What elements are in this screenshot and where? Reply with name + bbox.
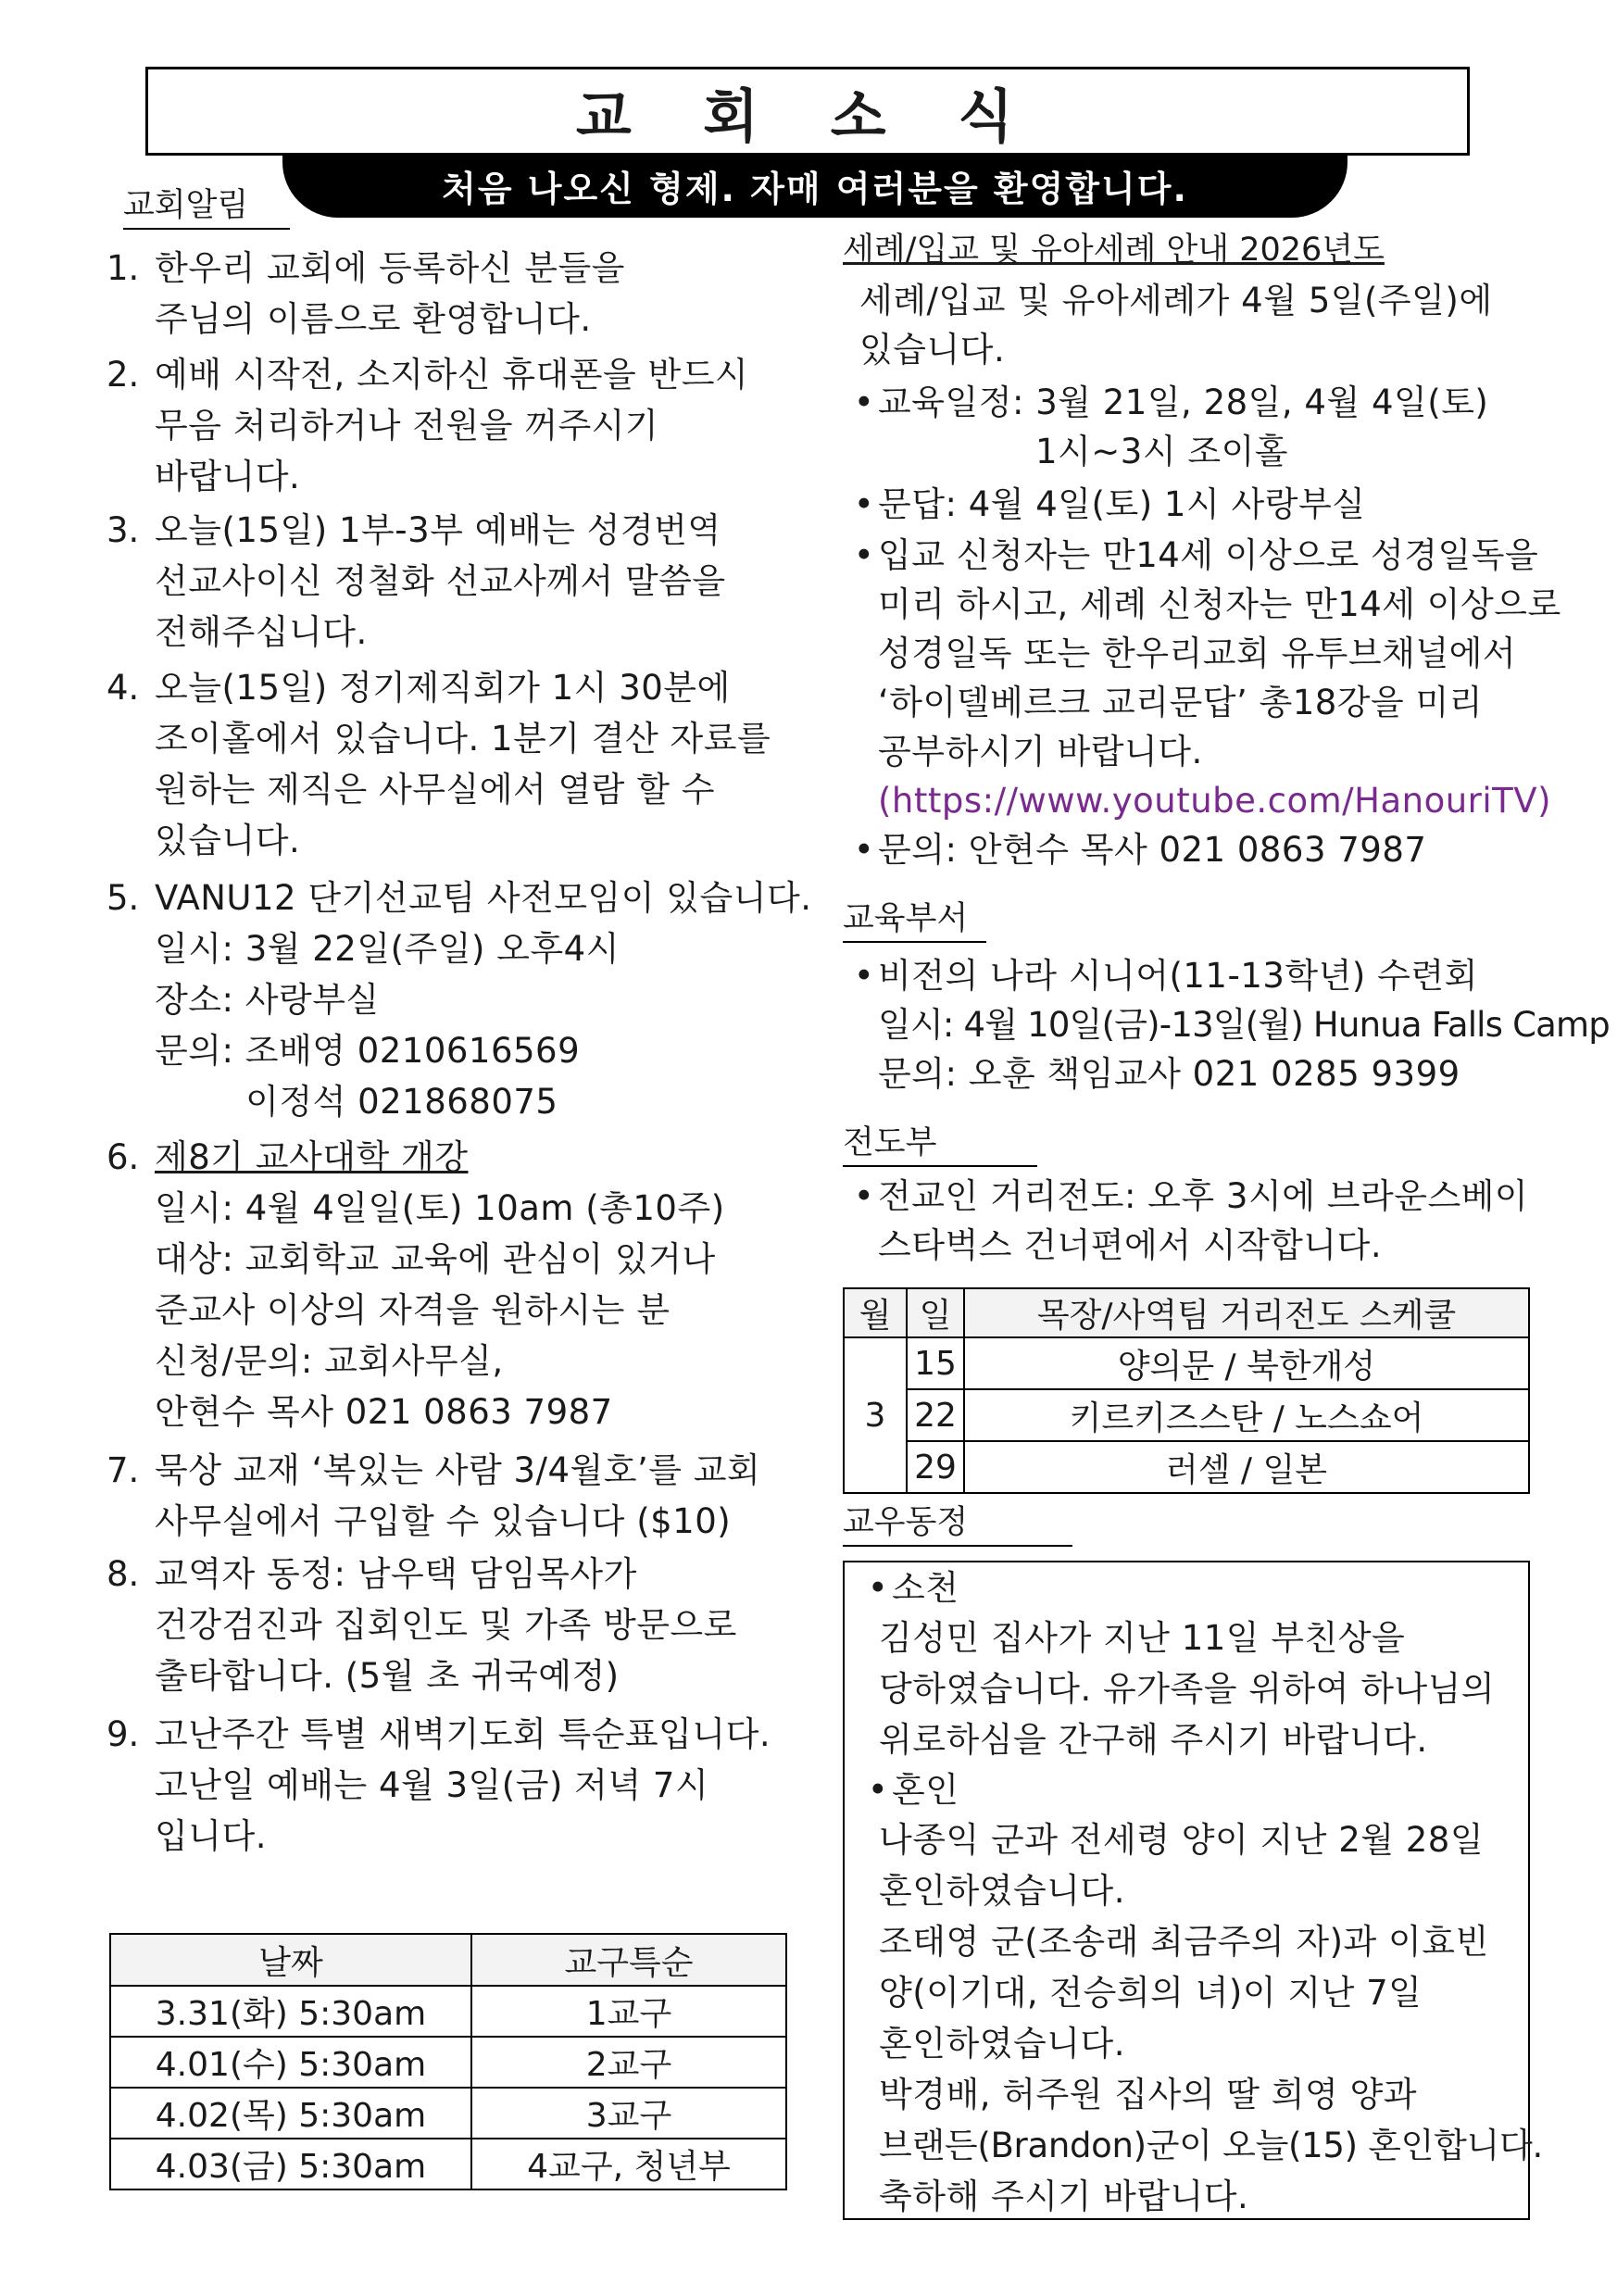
table-row <box>110 1986 786 2037</box>
bulletin-title: 교 회 소 식 <box>575 82 1040 150</box>
item-line: 출타합니다. (5월 초 귀국예정) <box>155 1656 620 1696</box>
item-line: 고난주간 특별 새벽기도회 특순표입니다. <box>155 1714 771 1754</box>
table-cell-month: 3 <box>844 1337 907 1493</box>
welcome-banner: 처음 나오신 형제. 자매 여러분을 환영합니다. <box>282 154 1348 218</box>
table-row <box>844 1441 1529 1493</box>
item-line: 원하는 제직은 사무실에서 열람 할 수 <box>155 770 715 809</box>
youtube-link[interactable]: (https://www.youtube.com/HanouriTV) <box>878 781 1552 821</box>
section-title-church-news: 교회알림 <box>123 185 290 230</box>
education-line: 비전의 나라 시니어(11-13학년) 수련회 <box>878 956 1478 996</box>
baptism-contact: 문의: 안현수 목사 021 0863 7987 <box>878 830 1427 870</box>
item-line: 예배 시작전, 소지하신 휴대폰을 반드시 <box>155 355 749 395</box>
bullet-icon: • <box>853 956 875 996</box>
table-cell: 4.01(수) 5:30am <box>110 2037 471 2088</box>
item-line: 묵상 교재 ‘복있는 사람 3/4월호’를 교회 <box>155 1450 761 1490</box>
requirement-line: 미리 하시고, 세례 신청자는 만14세 이상으로 <box>878 584 1561 624</box>
condolence-line: 김성민 집사가 지난 11일 부친상을 <box>879 1618 1406 1658</box>
table-row <box>110 2088 786 2139</box>
wedding-line: 양(이기대, 전승희의 녀)이 지난 7일 <box>879 1973 1423 2013</box>
table-row <box>110 2037 786 2088</box>
table-header-row <box>844 1288 1529 1337</box>
item-line: 대상: 교회학교 교육에 관심이 있거나 <box>155 1239 716 1279</box>
education-line: 일시: 4월 10일(금)-13일(월) Hunua Falls Camp <box>878 1005 1610 1045</box>
table-cell: 22 <box>907 1389 964 1441</box>
wedding-line: 조태영 군(조송래 최금주의 자)과 이효빈 <box>879 1922 1489 1962</box>
baptism-requirement <box>850 531 1561 874</box>
table-header-row <box>110 1934 786 1986</box>
item-line: 전해주십니다. <box>155 612 368 652</box>
wedding-line: 나종익 군과 전세령 양이 지난 2월 28일 <box>879 1820 1485 1860</box>
item-line: 안현수 목사 021 0863 7987 <box>155 1392 613 1432</box>
table-cell: 키르키즈스탄 / 노스쇼어 <box>964 1389 1529 1441</box>
evangelism-line: 스타벅스 건너편에서 시작합니다. <box>878 1225 1383 1265</box>
table-row <box>844 1337 1529 1389</box>
table-header: 일 <box>907 1288 964 1337</box>
item-line: 바랍니다. <box>155 457 301 496</box>
baptism-schedule <box>850 378 1488 476</box>
member-news-content <box>864 1563 1543 2222</box>
requirement-line: ‘하이델베르크 교리문답’ 총18강을 미리 <box>878 683 1484 722</box>
requirement-line: 성경일독 또는 한우리교회 유투브채널에서 <box>878 634 1517 673</box>
baptism-qa-line: 문답: 4월 4일(토) 1시 사랑부실 <box>878 484 1366 524</box>
table-header: 교구특순 <box>471 1934 786 1986</box>
bulletin-title-box <box>145 67 1470 156</box>
bullet-icon: • <box>853 484 875 524</box>
item-line: 고난일 예배는 4월 3일(금) 저녁 7시 <box>155 1765 709 1805</box>
baptism-schedule-time: 1시~3시 조이홀 <box>1035 432 1289 471</box>
education-line: 문의: 오훈 책임교사 021 0285 9399 <box>878 1054 1460 1094</box>
table-header: 날짜 <box>110 1934 471 1986</box>
item-line: 주님의 이름으로 환영합니다. <box>155 299 592 339</box>
item-number: 4. <box>107 668 140 708</box>
item-line: 건강검진과 집회인도 및 가족 방문으로 <box>155 1605 737 1645</box>
street-evangelism-table <box>843 1287 1530 1494</box>
baptism-intro <box>859 276 1493 374</box>
table-header: 월 <box>844 1288 907 1337</box>
wedding-line: 혼인하였습니다. <box>879 2024 1125 2064</box>
table-header: 목장/사역팀 거리전도 스케쿨 <box>964 1288 1529 1337</box>
wedding-line: 박경배, 허주원 집사의 딸 희영 양과 <box>879 2075 1417 2114</box>
condolence-title: 소천 <box>892 1568 959 1608</box>
table-cell: 3교구 <box>471 2088 786 2139</box>
item-number: 2. <box>107 355 140 395</box>
bullet-icon: • <box>867 1770 889 1810</box>
section-title-baptism: 세례/입교 및 유아세례 안내 2026년도 <box>843 232 1385 269</box>
item-line: 교역자 동정: 남우택 담임목사가 <box>155 1554 637 1594</box>
item-line: 준교사 이상의 자격을 원하시는 분 <box>155 1290 671 1330</box>
table-cell: 1교구 <box>471 1986 786 2037</box>
table-cell: 29 <box>907 1441 964 1493</box>
baptism-intro-line: 세례/입교 및 유아세례가 4월 5일(주일)에 <box>859 281 1493 320</box>
table-cell: 2교구 <box>471 2037 786 2088</box>
bullet-icon: • <box>853 383 875 422</box>
section-title-education: 교육부서 <box>843 898 986 943</box>
item-line: 일시: 3월 22일(주일) 오후4시 <box>155 929 620 969</box>
item-line: 이정석 021868075 <box>155 1082 558 1122</box>
wedding-line: 축하해 주시기 바랍니다. <box>879 2177 1249 2216</box>
baptism-schedule-line: 교육일정: 3월 21일, 28일, 4월 4일(토) <box>878 383 1489 422</box>
table-cell: 4.02(목) 5:30am <box>110 2088 471 2139</box>
table-cell: 러셀 / 일본 <box>964 1441 1529 1493</box>
condolence-line: 당하였습니다. 유가족을 위하여 하나님의 <box>879 1669 1496 1709</box>
item-line: 사무실에서 구입할 수 있습니다 ($10) <box>155 1501 732 1541</box>
item-line: 한우리 교회에 등록하신 분들을 <box>155 248 625 288</box>
wedding-title: 혼인 <box>892 1770 959 1810</box>
item-line: 오늘(15일) 정기제직회가 1시 30분에 <box>155 668 731 708</box>
bullet-icon: • <box>853 535 875 575</box>
item-line: 일시: 4월 4일일(토) 10am (총10주) <box>155 1188 725 1228</box>
item-number: 1. <box>107 248 140 288</box>
table-cell: 15 <box>907 1337 964 1389</box>
item-line: VANU12 단기선교팀 사전모임이 있습니다. <box>155 878 812 918</box>
item-line: 문의: 조배영 0210616569 <box>155 1031 581 1071</box>
item-number: 7. <box>107 1450 140 1490</box>
item-line: 장소: 사랑부실 <box>155 980 380 1020</box>
item-line: 오늘(15일) 1부-3부 예배는 성경번역 <box>155 510 721 550</box>
item-number: 5. <box>107 878 140 918</box>
table-cell: 양의문 / 북한개성 <box>964 1337 1529 1389</box>
item-number: 8. <box>107 1554 140 1594</box>
education-list <box>850 951 1610 1098</box>
item-line: 입니다. <box>155 1816 267 1856</box>
item-line: 무음 처리하거나 전원을 꺼주시기 <box>155 406 659 445</box>
table-row <box>110 2139 786 2189</box>
table-cell: 4.03(금) 5:30am <box>110 2139 471 2189</box>
bullet-icon: • <box>867 1568 889 1608</box>
item-line: 제8기 교사대학 개강 <box>155 1137 469 1177</box>
requirement-line: 입교 신청자는 만14세 이상으로 성경일독을 <box>878 535 1539 575</box>
wedding-line: 혼인하였습니다. <box>879 1871 1125 1911</box>
section-title-member-news: 교우동정 <box>843 1502 1072 1547</box>
item-line: 신청/문의: 교회사무실, <box>155 1341 504 1381</box>
wedding-line: 브랜든(Brandon)군이 오늘(15) 혼인합니다. <box>879 2126 1543 2165</box>
table-cell: 4교구, 청년부 <box>471 2139 786 2189</box>
item-number: 3. <box>107 510 140 550</box>
item-number: 9. <box>107 1714 140 1754</box>
item-line: 있습니다. <box>155 821 301 860</box>
evangelism-line: 전교인 거리전도: 오후 3시에 브라운스베이 <box>878 1176 1529 1216</box>
evangelism-list <box>850 1172 1528 1270</box>
prayer-schedule-table <box>109 1933 787 2190</box>
baptism-intro-line: 있습니다. <box>859 330 1006 370</box>
item-line: 선교사이신 정철화 선교사께서 말씀을 <box>155 561 726 601</box>
bullet-icon: • <box>853 830 875 870</box>
table-row <box>844 1389 1529 1441</box>
item-line: 조이홀에서 있습니다. 1분기 결산 자료를 <box>155 719 771 759</box>
baptism-qa <box>850 480 1365 529</box>
requirement-line: 공부하시기 바랍니다. <box>878 732 1203 772</box>
condolence-line: 위로하심을 간구해 주시기 바랍니다. <box>879 1720 1428 1760</box>
bullet-icon: • <box>853 1176 875 1216</box>
table-cell: 3.31(화) 5:30am <box>110 1986 471 2037</box>
item-number: 6. <box>107 1137 140 1177</box>
section-title-evangelism: 전도부 <box>843 1123 1037 1167</box>
